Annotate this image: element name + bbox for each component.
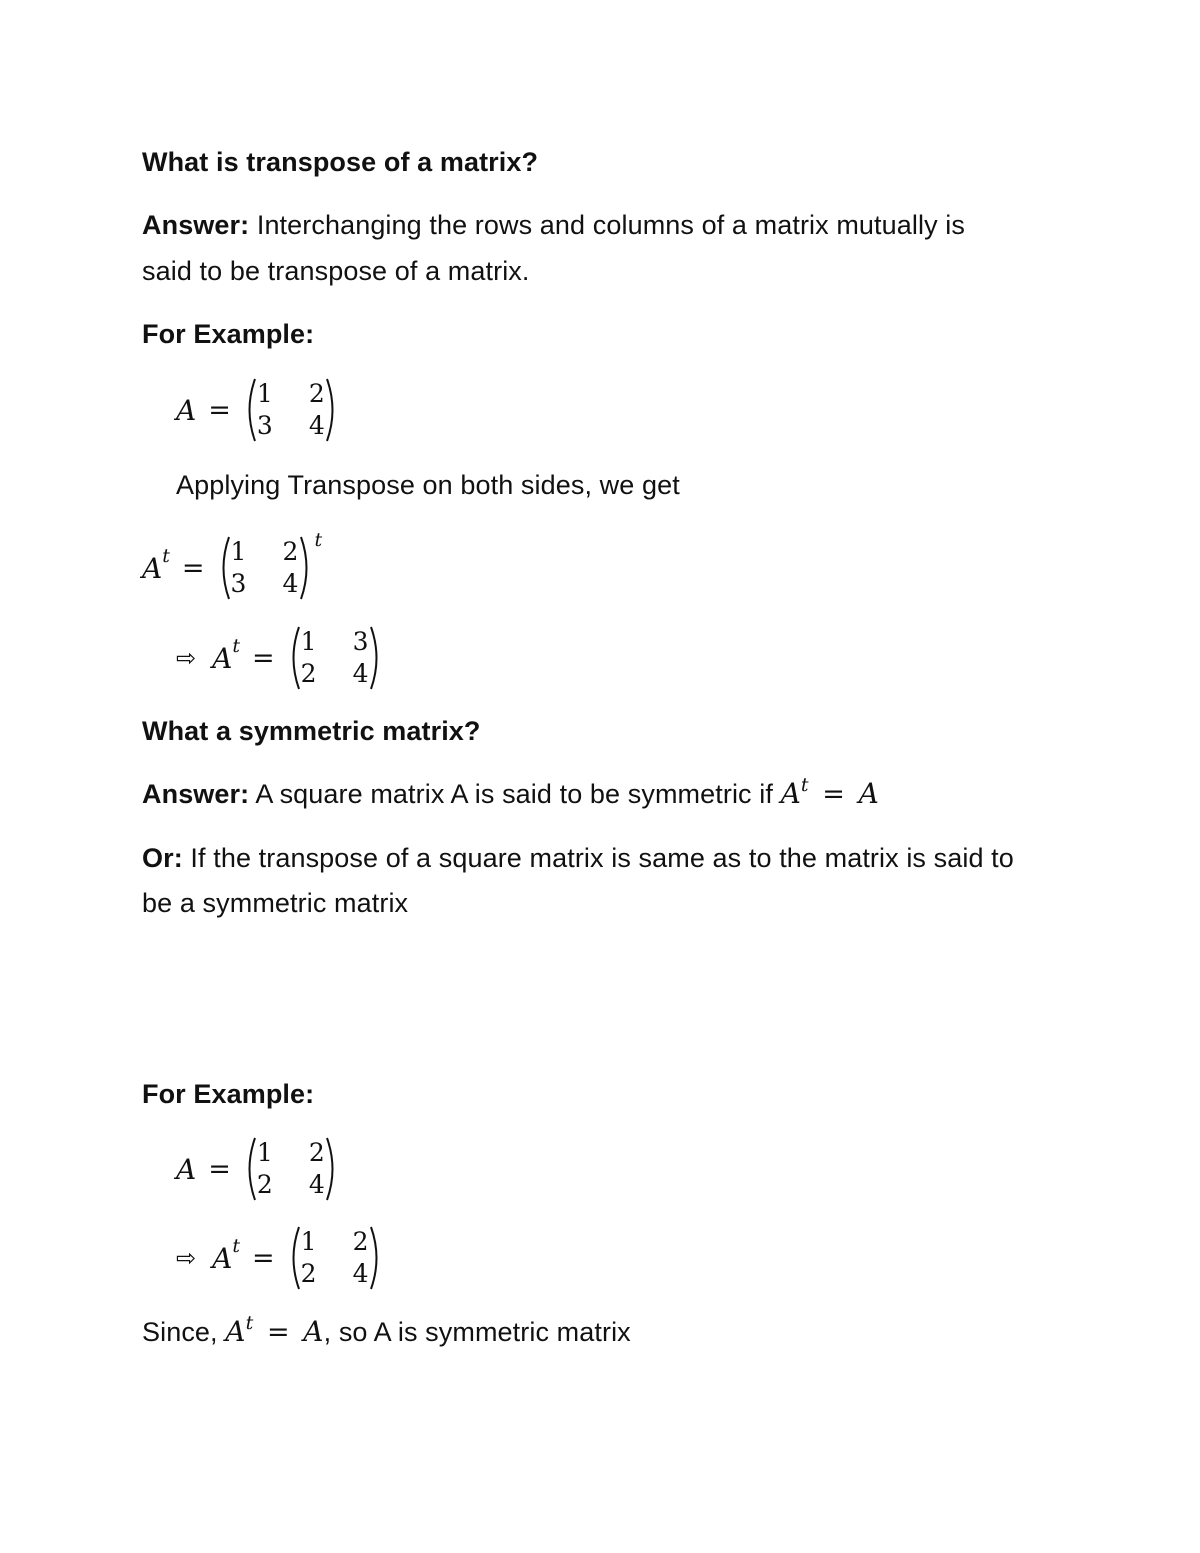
conclusion-prefix: Since, bbox=[142, 1317, 218, 1347]
eq-lhs: A bbox=[142, 551, 163, 585]
matrix-cell: 1 bbox=[230, 537, 247, 566]
math-superscript: t bbox=[245, 1312, 254, 1334]
matrix-cell: 1 bbox=[300, 627, 317, 656]
conclusion-line bbox=[142, 1312, 631, 1352]
matrix-cell: 2 bbox=[300, 1259, 317, 1288]
matrix-cell: 2 bbox=[300, 659, 317, 688]
equation-at-transpose bbox=[142, 529, 323, 601]
matrix bbox=[243, 1136, 339, 1202]
right-paren bbox=[299, 535, 313, 601]
math-superscript: t bbox=[800, 774, 809, 796]
eq-operator: = bbox=[181, 552, 205, 584]
matrix-cell: 3 bbox=[256, 411, 273, 440]
matrix-superscript: t bbox=[314, 529, 323, 551]
matrix-cell: 2 bbox=[352, 1227, 369, 1256]
matrix-cell: 1 bbox=[256, 379, 273, 408]
matrix-cell: 4 bbox=[352, 1259, 369, 1288]
example-heading-2: For Example: bbox=[142, 1079, 315, 1109]
conclusion-suffix: , so A is symmetric matrix bbox=[323, 1317, 631, 1347]
question-transpose: What is transpose of a matrix? bbox=[142, 147, 539, 177]
equation-symmetric-at bbox=[176, 1225, 383, 1291]
eq-lhs: A bbox=[176, 393, 197, 427]
or-definition-line1 bbox=[142, 841, 1014, 875]
answer-text: A square matrix A is said to be symmetric if bbox=[255, 779, 773, 809]
math-rhs: A bbox=[303, 1315, 324, 1348]
right-paren bbox=[325, 1136, 339, 1202]
eq-lhs-superscript: t bbox=[162, 545, 170, 567]
eq-lhs-superscript: t bbox=[232, 635, 240, 657]
eq-operator: = bbox=[208, 394, 231, 426]
matrix-cell: 4 bbox=[308, 1170, 325, 1199]
matrix-cell: 3 bbox=[230, 569, 247, 598]
matrix-cell: 1 bbox=[300, 1227, 317, 1256]
math-rhs: A bbox=[858, 777, 879, 810]
equation-a bbox=[176, 377, 339, 443]
matrix-cell: 1 bbox=[256, 1138, 273, 1167]
math-lhs: A bbox=[225, 1315, 246, 1348]
answer-symmetric bbox=[142, 774, 879, 814]
right-paren bbox=[369, 625, 383, 691]
eq-lhs: A bbox=[212, 641, 233, 675]
eq-operator: = bbox=[251, 642, 275, 674]
matrix-cell: 2 bbox=[308, 379, 325, 408]
matrix-cell: 2 bbox=[256, 1170, 273, 1199]
matrix-cell: 4 bbox=[282, 569, 299, 598]
answer-label: Answer: bbox=[142, 210, 250, 240]
matrix-cell: 4 bbox=[308, 411, 325, 440]
eq-lhs-superscript: t bbox=[232, 1235, 240, 1257]
equation-at-result bbox=[176, 625, 383, 691]
math-operator: = bbox=[266, 1317, 290, 1348]
or-definition-line2: be a symmetric matrix bbox=[142, 888, 409, 918]
math-lhs: A bbox=[780, 777, 801, 810]
matrix-cell: 3 bbox=[352, 627, 369, 656]
matrix-cell: 2 bbox=[308, 1138, 325, 1167]
eq-operator: = bbox=[251, 1242, 275, 1274]
answer-label: Answer: bbox=[142, 779, 250, 809]
eq-lhs: A bbox=[176, 1152, 197, 1186]
right-paren bbox=[325, 377, 339, 443]
matrix bbox=[217, 535, 313, 601]
right-paren bbox=[369, 1225, 383, 1291]
matrix-cell: 4 bbox=[352, 659, 369, 688]
or-label: Or: bbox=[142, 843, 183, 873]
answer-transpose-line1 bbox=[142, 208, 965, 242]
answer-transpose-line2: said to be transpose of a matrix. bbox=[142, 256, 530, 286]
example-heading-1: For Example: bbox=[142, 319, 315, 349]
math-operator: = bbox=[822, 779, 845, 810]
question-symmetric: What a symmetric matrix? bbox=[142, 716, 481, 746]
answer-text: Interchanging the rows and columns of a matrix mutually is bbox=[256, 210, 965, 240]
applying-transpose-text: Applying Transpose on both sides, we get bbox=[176, 470, 680, 500]
matrix bbox=[243, 377, 339, 443]
implies-arrow-icon: ⇨ bbox=[176, 644, 197, 672]
matrix bbox=[287, 625, 383, 691]
implies-arrow-icon: ⇨ bbox=[176, 1244, 197, 1272]
matrix bbox=[287, 1225, 383, 1291]
eq-operator: = bbox=[208, 1153, 231, 1185]
matrix-cell: 2 bbox=[282, 537, 299, 566]
or-text: If the transpose of a square matrix is same as to the matrix is said to bbox=[190, 843, 1014, 873]
equation-symmetric-a bbox=[176, 1136, 339, 1202]
eq-lhs: A bbox=[212, 1241, 233, 1275]
